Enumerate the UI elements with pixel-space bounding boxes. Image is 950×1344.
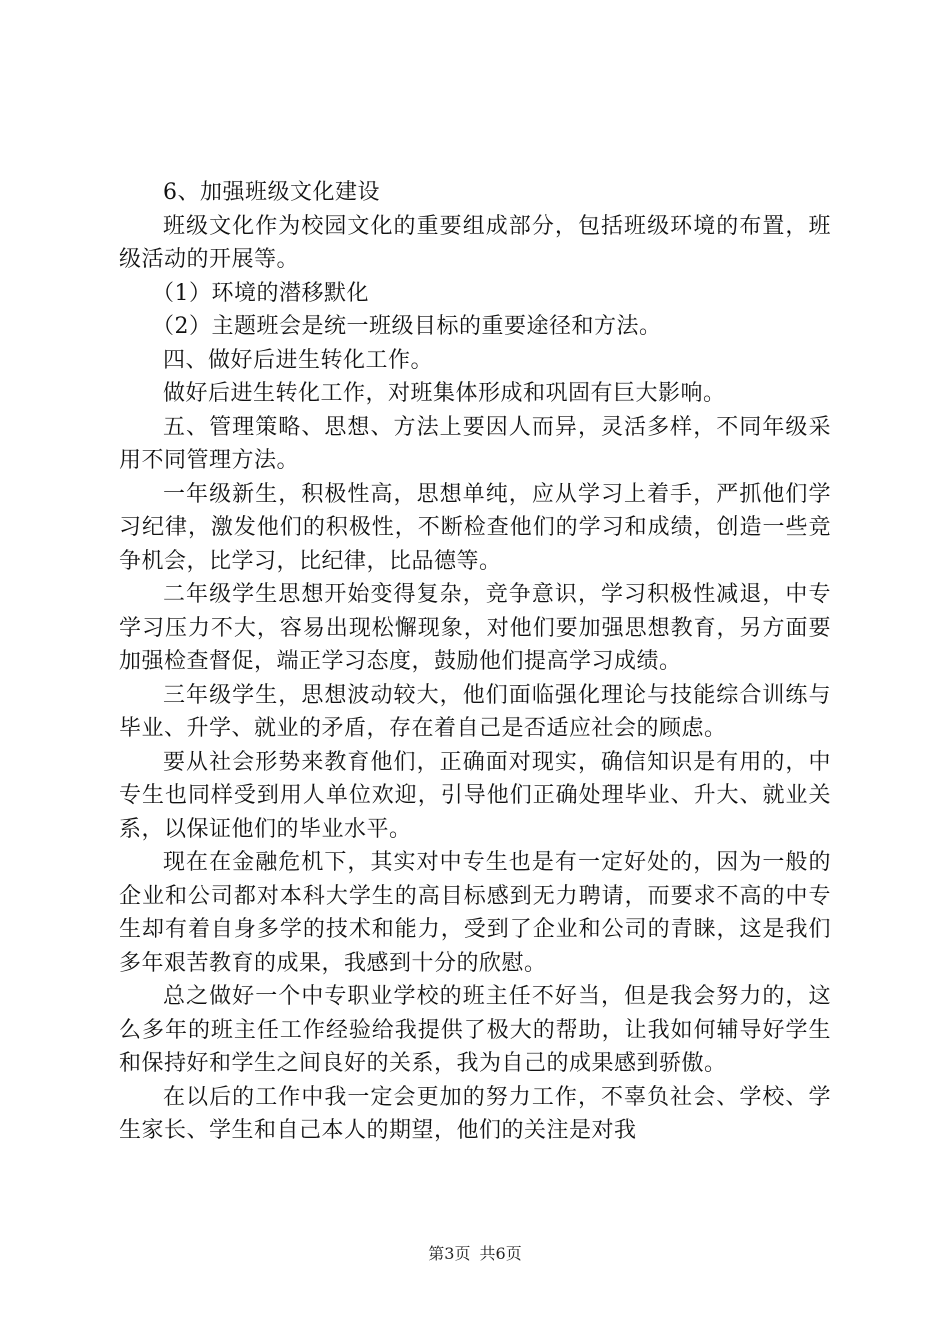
paragraph: 二年级学生思想开始变得复杂，竞争意识，学习积极性减退，中专学习压力不大，容易出现松懈现象，对他们要加强思想教育，另方面要加强检查督促，端正学习态度，鼓励他们提高学习成绩。 bbox=[119, 582, 831, 674]
paragraph: 要从社会形势来教育他们，正确面对现实，确信知识是有用的，中专生也同样受到用人单位欢迎，引导他们正确处理毕业、升大、就业关系，以保证他们的毕业水平。 bbox=[119, 749, 831, 842]
paragraph: 现在在金融危机下，其实对中专生也是有一定好处的，因为一般的企业和公司都对本科大学生的高目标感到无力聘请，而要求不高的中专生却有着自身多学的技术和能力，受到了企业和公司的青睐，这是我们多年艰苦教育的成果，我感到十分的欣慰。 bbox=[119, 850, 831, 976]
paragraph: 一年级新生，积极性高，思想单纯，应从学习上着手，严抓他们学习纪律，激发他们的积极性，不断检查他们的学习和成绩，创造一些竞争机会，比学习，比纪律，比品德等。 bbox=[119, 481, 831, 574]
list-item: （2）主题班会是统一班级目标的重要途径和方法。 bbox=[152, 314, 662, 339]
page-footer bbox=[0, 1244, 950, 1264]
list-item: （1）环境的潜移默化 bbox=[152, 280, 369, 306]
paragraph: 总之做好一个中专职业学校的班主任不好当，但是我会努力的，这么多年的班主任工作经验给我提供了极大的帮助，让我如何辅导好学生和保持好和学生之间良好的关系，我为自己的成果感到骄傲。 bbox=[119, 984, 831, 1076]
document-body bbox=[119, 176, 831, 1148]
section-heading-class-culture: 6、加强班级文化建设 bbox=[163, 180, 380, 205]
section-heading-management-strategy: 五、管理策略、思想、方法上要因人而异，灵活多样，不同年级采用不同管理方法。 bbox=[119, 414, 831, 473]
section-heading-student-transformation: 四、做好后进生转化工作。 bbox=[163, 347, 434, 373]
page-total: 共6页 bbox=[479, 1244, 522, 1263]
paragraph: 做好后进生转化工作，对班集体形成和巩固有巨大影响。 bbox=[163, 381, 726, 406]
paragraph: 班级文化作为校园文化的重要组成部分，包括班级环境的布置，班级活动的开展等。 bbox=[119, 213, 831, 272]
paragraph: 三年级学生，思想波动较大，他们面临强化理论与技能综合训练与毕业、升学、就业的矛盾，存在着自己是否适应社会的顾虑。 bbox=[119, 682, 831, 741]
paragraph: 在以后的工作中我一定会更加的努力工作，不辜负社会、学校、学生家长、学生和自己本人的期望，他们的关注是对我 bbox=[119, 1084, 831, 1143]
page-number: 第3页 bbox=[428, 1244, 471, 1263]
